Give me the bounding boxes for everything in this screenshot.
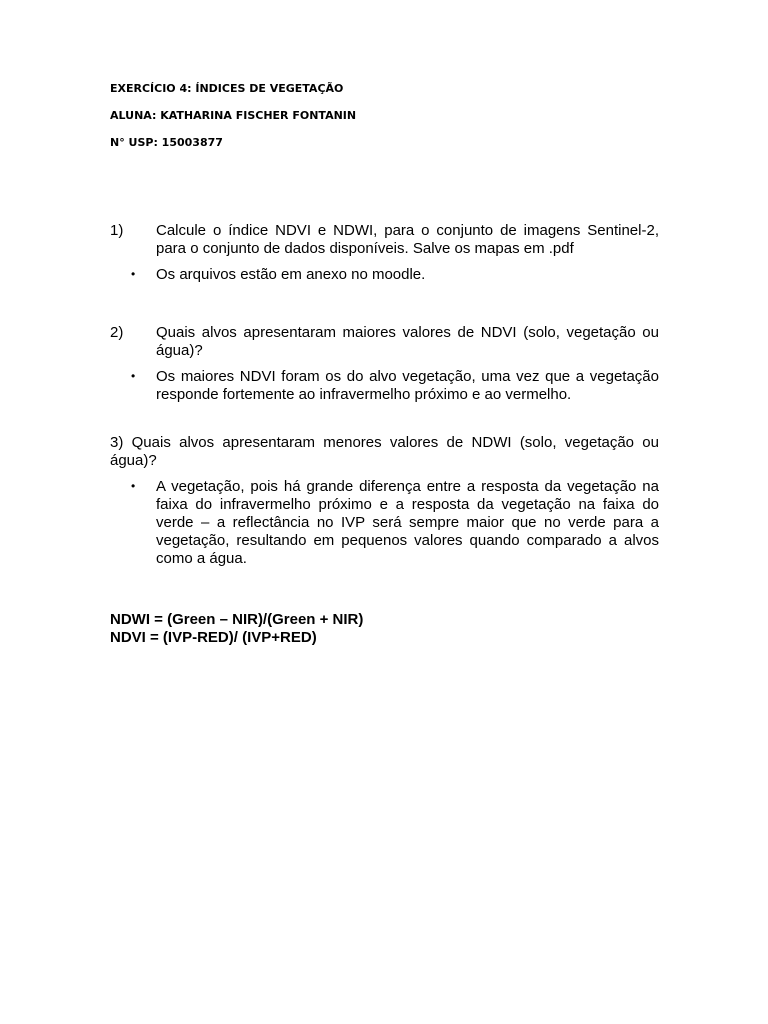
document-header [110, 82, 670, 163]
formulas [110, 611, 363, 647]
question-2-text: Quais alvos apresentaram maiores valores de NDVI (solo, vegetação ou água)? [156, 324, 659, 359]
bullet-icon: • [131, 369, 136, 383]
student-name: ALUNA: KATHARINA FISCHER FONTANIN [110, 109, 357, 122]
question-1-text: Calcule o índice NDVI e NDWI, para o conjunto de imagens Sentinel-2, para o conjunto de dados disponíveis. Salve os mapas em .pdf [156, 222, 659, 257]
question-1-number: 1) [110, 222, 124, 239]
exercise-title: EXERCÍCIO 4: ÍNDICES DE VEGETAÇÃO [110, 82, 344, 95]
bullet-icon: • [131, 479, 136, 493]
answer-2-text: Os maiores NDVI foram os do alvo vegetação, uma vez que a vegetação responde fortemente ao infravermelho próximo e ao vermelho. [156, 368, 659, 403]
answer-1 [110, 266, 659, 284]
answer-3-text: A vegetação, pois há grande diferença entre a resposta da vegetação na faixa do infravermelho próximo e a resposta da vegetação na faixa do verde – a reflectância no IVP será sempre maior que no verde para a vegetação, resultando em pequenos valores quando comparado a alvos como a água. [156, 478, 659, 567]
usp-number: N° USP: 15003877 [110, 136, 223, 149]
ndvi-formula: NDVI = (IVP-RED)/ (IVP+RED) [110, 629, 317, 646]
answer-3 [110, 478, 659, 568]
bullet-icon: • [131, 267, 136, 281]
answer-2 [110, 368, 659, 404]
question-2-number: 2) [110, 324, 124, 341]
question-3-text: 3) Quais alvos apresentaram menores valores de NDWI (solo, vegetação ou água)? [110, 434, 659, 469]
answer-1-text: Os arquivos estão em anexo no moodle. [156, 266, 426, 283]
question-1 [110, 222, 659, 284]
question-3 [110, 434, 659, 568]
ndwi-formula: NDWI = (Green – NIR)/(Green + NIR) [110, 611, 364, 628]
question-2 [110, 324, 659, 404]
